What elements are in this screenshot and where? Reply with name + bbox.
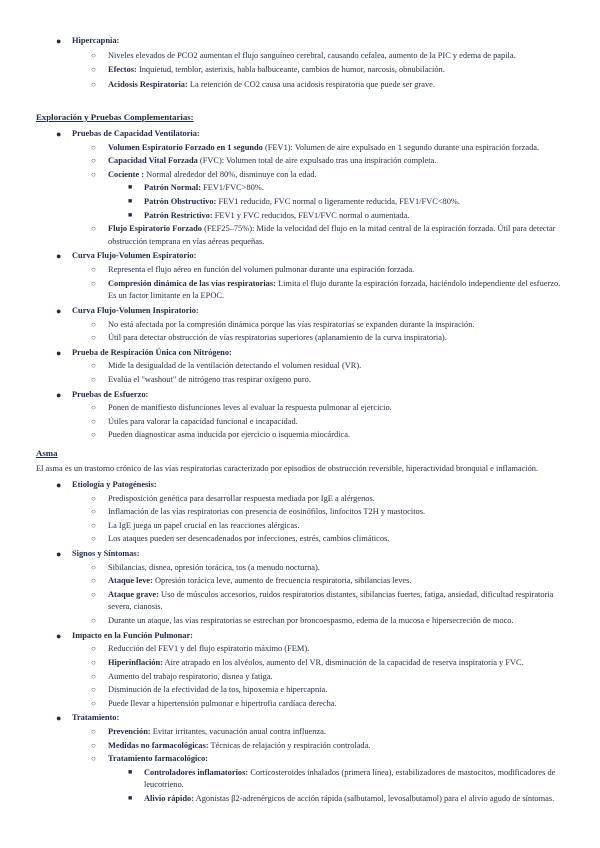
- list-item: [0, 416, 600, 429]
- circle-bullet-icon: ○: [91, 740, 96, 750]
- item-text: Pueden diagnosticar asma inducida por ejercicio o isquemia miocárdica.: [108, 430, 351, 440]
- circle-bullet-icon: ○: [91, 576, 96, 586]
- square-bullet-icon: ■: [128, 767, 133, 776]
- item-text: Los ataques pueden ser desencadenados por infecciones, estrés, cambios climáticos.: [108, 534, 390, 544]
- list-item: [0, 753, 600, 766]
- list-item: [0, 250, 600, 263]
- circle-bullet-icon: ○: [91, 142, 96, 152]
- item-text: Mide la desigualdad de la ventilación detectando el volumen residual (VR).: [108, 361, 362, 371]
- circle-bullet-icon: ○: [91, 224, 96, 234]
- list-item: [0, 671, 600, 684]
- item-text: Disminución de la efectividad de la tos, hipoxemia e hipercapnia.: [108, 685, 328, 695]
- circle-bullet-icon: ○: [91, 493, 96, 503]
- item-heading: Pruebas de Capacidad Ventilatoria:: [72, 129, 200, 138]
- asma-intro: El asma es un trastorno crónico de las vías respiratorias caracterizado por episodios de obstrucción reversible, hiperactividad bronquial e inflamación.: [36, 464, 539, 473]
- list-item: [0, 196, 600, 209]
- item-text: Evalúa el "washout" de nitrógeno tras respirar oxígeno puro.: [108, 374, 311, 384]
- item-label: Alivio rápido:: [144, 794, 195, 804]
- item-heading: Etiología y Patogénesis:: [72, 480, 157, 489]
- item-label: Controladores inflamatorios:: [144, 767, 249, 777]
- item-text: Opresión torácica leve, aumento de frecuencia respiratoria, sibilancias leves.: [152, 576, 412, 586]
- item-label: Tratamiento farmacológico:: [108, 754, 209, 764]
- bullet-icon: ●: [56, 129, 62, 139]
- item-text: La IgE juega un papel crucial en las reacciones alérgicas.: [108, 520, 300, 530]
- list-item: [0, 79, 600, 92]
- circle-bullet-icon: ○: [91, 698, 96, 708]
- item-label: Cociente :: [108, 169, 145, 179]
- item-label: Volumen Espiratorio Forzado en 1 segundo: [108, 142, 263, 152]
- item-text: Útiles para valorar la capacidad funcional e incapacidad.: [108, 416, 298, 426]
- item-label: Ataque leve:: [108, 576, 153, 586]
- list-item: [0, 319, 600, 332]
- list-item: [0, 360, 600, 373]
- list-item: [0, 374, 600, 387]
- item-heading: Curva Flujo-Volumen Espiratorio:: [72, 251, 197, 261]
- item-label: Prevención:: [108, 726, 151, 736]
- bullet-icon: ●: [56, 36, 62, 46]
- circle-bullet-icon: ○: [91, 616, 96, 626]
- list-item: [0, 305, 600, 318]
- list-item: [0, 50, 600, 63]
- asma-block: [0, 479, 600, 806]
- bullet-icon: ●: [56, 251, 62, 262]
- item-text: La retención de CO2 causa una acidosis respiratoria que puede ser grave.: [187, 79, 435, 89]
- item-label: Compresión dinámica de las vías respiratorias:: [108, 278, 276, 288]
- circle-bullet-icon: ○: [91, 562, 96, 572]
- list-item: [0, 684, 600, 697]
- item-text: (FVC): Volumen total de aire expulsado tras una inspiración completa.: [197, 156, 437, 166]
- circle-bullet-icon: ○: [91, 671, 96, 681]
- circle-bullet-icon: ○: [91, 657, 96, 667]
- list-item: [0, 726, 600, 739]
- list-item: [0, 479, 600, 492]
- circle-bullet-icon: ○: [91, 520, 96, 530]
- list-item: [0, 169, 600, 182]
- item-heading: Prueba de Respiración Única con Nitrógeno:: [72, 347, 232, 357]
- item-text: Sibilancias, disnea, opresión torácica, tos (a menudo nocturna).: [108, 562, 320, 572]
- list-item: [0, 575, 600, 588]
- item-text: FEV1 reducido, FVC normal o ligeramente reducida, FEV1/FVC<80%.: [216, 197, 460, 207]
- list-item: [0, 142, 600, 155]
- item-text: FEV1 y FVC reducidos, FEV1/FVC normal o aumentada.: [212, 210, 410, 220]
- circle-bullet-icon: ○: [91, 50, 96, 60]
- item-heading: Curva Flujo-Volumen Inspiratorio:: [72, 305, 199, 315]
- bullet-icon: ●: [56, 630, 62, 641]
- item-text: Representa el flujo aéreo en función del volumen pulmonar durante una espiración forzada.: [108, 265, 415, 275]
- list-item: [0, 533, 600, 546]
- list-item: [0, 182, 600, 195]
- circle-bullet-icon: ○: [91, 685, 96, 695]
- circle-bullet-icon: ○: [91, 156, 96, 166]
- item-text: Corticosteroides inhalados (primera línea), estabilizadores de mastocitos, modificadores de leucotrieno.: [144, 767, 556, 790]
- circle-bullet-icon: ○: [91, 265, 96, 275]
- list-item: [0, 793, 600, 806]
- list-item: [0, 630, 600, 643]
- item-label: Patrón Restrictivo:: [144, 210, 213, 220]
- item-heading: Tratamiento:: [72, 713, 120, 723]
- list-item: [0, 767, 600, 792]
- list-item: [0, 128, 600, 141]
- item-label: Medidas no farmacológicas:: [108, 740, 209, 750]
- bullet-icon: ●: [56, 713, 62, 724]
- item-label: Patrón Obstructivo:: [144, 197, 217, 207]
- circle-bullet-icon: ○: [91, 430, 96, 440]
- item-text: Normal alrededor del 80%, disminuye con la edad.: [144, 169, 317, 179]
- item-text: Útil para detectar obstrucción de vías respiratorias superiores (aplanamiento de la curva inspiratoria).: [108, 333, 447, 343]
- section-title-asma: Asma: [36, 448, 58, 458]
- list-item: [0, 712, 600, 725]
- item-text: Técnicas de relajación y respiración controlada.: [208, 740, 371, 750]
- item-text: Evitar irritantes, vacunación anual contra influenza.: [150, 726, 326, 736]
- square-bullet-icon: ■: [128, 197, 133, 206]
- circle-bullet-icon: ○: [91, 333, 96, 343]
- list-item: [0, 698, 600, 711]
- list-item: [0, 332, 600, 345]
- item-text: Puede llevar a hipertensión pulmonar e hipertrofia cardíaca derecha.: [108, 698, 337, 708]
- list-item: [0, 278, 600, 303]
- list-item: [0, 520, 600, 533]
- circle-bullet-icon: ○: [91, 79, 96, 89]
- list-item: [0, 506, 600, 519]
- list-item: [0, 548, 600, 561]
- item-heading: Impacto en la Función Pulmonar:: [72, 630, 193, 640]
- section-title-exploracion: Exploración y Pruebas Complementarias:: [36, 112, 194, 122]
- item-heading: Hipercapnia:: [72, 36, 120, 45]
- circle-bullet-icon: ○: [91, 361, 96, 371]
- list-item: [0, 64, 600, 77]
- item-text: FEV1/FVC>80%.: [200, 183, 264, 193]
- square-bullet-icon: ■: [128, 210, 133, 219]
- circle-bullet-icon: ○: [91, 169, 96, 179]
- item-heading: Pruebas de Esfuerzo:: [72, 389, 149, 399]
- item-label: Capacidad Vital Forzada: [108, 156, 198, 166]
- item-text: Uso de músculos accesorios, ruidos respiratorios distantes, sibilancias fuertes, fatiga, ansiedad, dificultad respiratoria severa, cianosis.: [108, 589, 554, 612]
- square-bullet-icon: ■: [128, 794, 133, 803]
- item-text: Reducción del FEV1 y del flujo espiratorio máximo (FEM).: [108, 644, 310, 654]
- list-item: [0, 562, 600, 575]
- circle-bullet-icon: ○: [91, 319, 96, 329]
- circle-bullet-icon: ○: [91, 374, 96, 384]
- circle-bullet-icon: ○: [91, 416, 96, 426]
- list-item: [0, 643, 600, 656]
- item-label: Hiperinflación:: [108, 657, 163, 667]
- circle-bullet-icon: ○: [91, 754, 96, 764]
- list-item: [0, 657, 600, 670]
- item-text: (FEF25–75%): Mide la velocidad del flujo en la mitad central de la espiración forzada. Útil para detectar obstrucción temprana en vías aéreas pequeñas.: [108, 224, 556, 246]
- item-text: Aumento del trabajo respiratorio, disnea y fatiga.: [108, 671, 273, 681]
- list-item: [0, 35, 600, 48]
- list-item: [0, 402, 600, 415]
- list-item: [0, 389, 600, 402]
- square-bullet-icon: ■: [128, 183, 133, 192]
- circle-bullet-icon: ○: [91, 534, 96, 544]
- circle-bullet-icon: ○: [91, 644, 96, 654]
- item-text: Agonistas β2-adrenérgicos de acción rápida (salbutamol, levosalbutamol) para el alivio agudo de síntomas.: [194, 794, 555, 804]
- circle-bullet-icon: ○: [91, 589, 96, 599]
- exploracion-block: [0, 128, 600, 442]
- item-text: Durante un ataque, las vías respiratorias se estrechan por broncoespasmo, edema de la mucosa e hipersecreción de moco.: [108, 616, 514, 626]
- list-item: [0, 155, 600, 168]
- circle-bullet-icon: ○: [91, 726, 96, 736]
- list-item: [0, 740, 600, 753]
- list-item: [0, 264, 600, 277]
- bullet-icon: ●: [56, 347, 62, 358]
- item-text: Inflamación de las vías respiratorias con presencia de eosinófilos, linfocitos T2H y mastocitos.: [108, 507, 426, 517]
- item-label: Patrón Normal:: [144, 183, 201, 193]
- item-text: (FEV1): Volumen de aire expulsado en 1 segundo durante una espiración forzada.: [262, 142, 540, 152]
- bullet-icon: ●: [56, 305, 62, 316]
- circle-bullet-icon: ○: [91, 65, 96, 75]
- list-item: [0, 615, 600, 628]
- list-item: [0, 429, 600, 442]
- list-item: [0, 210, 600, 223]
- circle-bullet-icon: ○: [91, 278, 96, 288]
- item-label: Flujo Espiratorio Forzado: [108, 224, 202, 234]
- hipercapnia-block: [0, 35, 600, 91]
- item-text: Limita el flujo durante la espiración forzada, haciéndolo independiente del esfuerzo. Es un factor limitante en la EPOC.: [108, 278, 561, 301]
- item-label: Ataque grave:: [108, 589, 159, 599]
- list-item: [0, 493, 600, 506]
- circle-bullet-icon: ○: [91, 403, 96, 413]
- item-text: Aire atrapado en los alvéolos, aumento del VR, disminución de la capacidad de reserva inspiratoria y FVC.: [162, 657, 524, 667]
- bullet-icon: ●: [56, 389, 62, 400]
- item-heading: Signos y Síntomas:: [72, 549, 140, 559]
- item-text: Ponen de manifiesto disfunciones leves al evaluar la respuesta pulmonar al ejercicio.: [108, 403, 392, 413]
- item-text: Inquietud, temblor, asterixis, habla balbuceante, cambios de humor, narcosis, obnubilación.: [136, 65, 445, 75]
- item-text: Niveles elevados de PCO2 aumentan el flujo sanguíneo cerebral, causando cefalea, aumento de la PIC y edema de papila.: [108, 50, 516, 60]
- item-label: Efectos:: [108, 65, 137, 75]
- circle-bullet-icon: ○: [91, 507, 96, 517]
- bullet-icon: ●: [56, 480, 62, 490]
- list-item: [0, 347, 600, 360]
- item-label: Acidosis Respiratoria:: [108, 79, 188, 89]
- item-text: Predisposición genética para desarrollar respuesta mediada por IgE a alérgenos.: [108, 493, 375, 503]
- list-item: [0, 223, 600, 248]
- bullet-icon: ●: [56, 549, 62, 560]
- item-text: No está afectada por la compresión dinámica porque las vías respiratorias se expanden durante la inspiración.: [108, 319, 475, 329]
- list-item: [0, 589, 600, 614]
